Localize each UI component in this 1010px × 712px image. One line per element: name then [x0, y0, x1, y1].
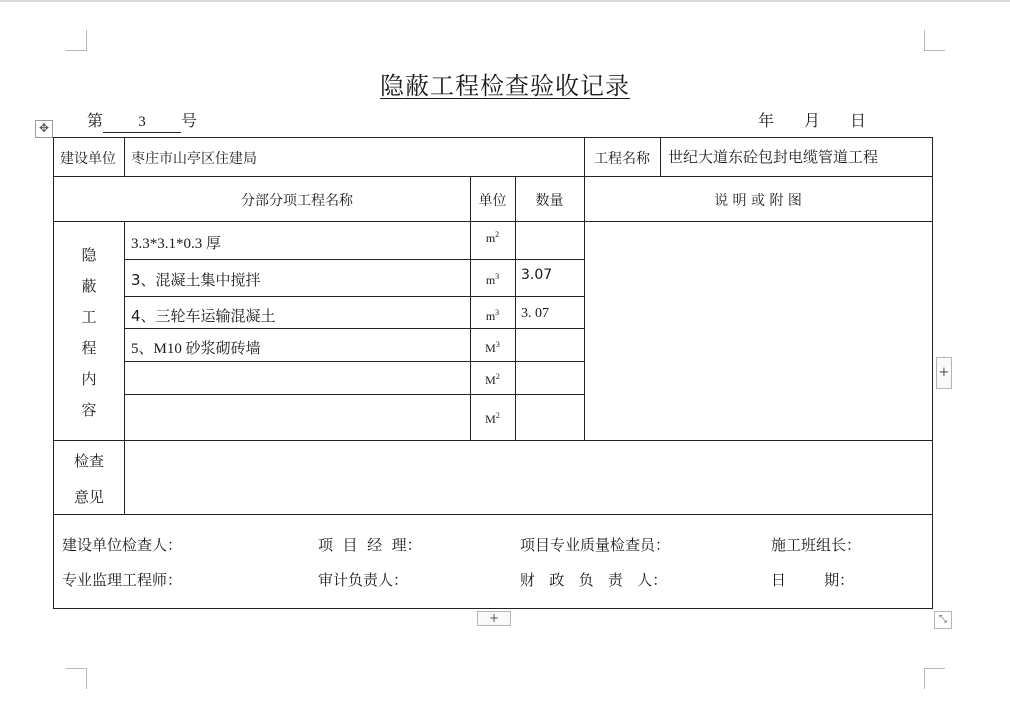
move-cross-icon[interactable]: ✥ [35, 120, 53, 138]
table-resize-icon[interactable]: ⤡ [934, 611, 952, 629]
add-column-plus-icon[interactable]: + [936, 357, 952, 389]
page-margin-corner-bottom-right [924, 668, 945, 689]
record-date-line [758, 108, 866, 131]
concealed-work-content-label [54, 240, 124, 426]
date-month-label: 月 [804, 111, 821, 130]
signature-construction-inspector[interactable]: 建设单位检查人： [62, 536, 183, 554]
construction-unit-label: 建设单位 [60, 151, 116, 167]
page-margin-corner-top-right [924, 30, 945, 51]
inspection-opinion-label-line2: 意见 [73, 488, 104, 506]
record-number-prefix: 第 [87, 111, 104, 130]
signature-date[interactable]: 日 期： [771, 571, 855, 589]
section-label-char: 容 [81, 401, 97, 419]
item-row-3-unit: $m^3$ [485, 308, 500, 323]
project-name-value[interactable]: 世纪大道东砼包封电缆管道工程 [668, 148, 879, 166]
date-day-label: 日 [850, 111, 867, 130]
item-row-4-name[interactable]: 5、M10 砂浆砌砖墙 [131, 341, 261, 357]
item-row-3-quantity[interactable]: 3. 07 [521, 306, 549, 321]
item-row-6-unit: $M^2$ [485, 411, 500, 426]
inspection-opinion-label-line1: 检查 [73, 452, 104, 470]
document-title-row [0, 66, 1010, 101]
item-row-5-unit: $M^2$ [485, 372, 500, 387]
record-number-line [87, 108, 197, 133]
item-row-1-name[interactable]: 3.3*3.1*0.3 厚 [131, 236, 222, 252]
section-label-char: 程 [81, 339, 97, 357]
item-row-1-unit: $m^2$ [485, 230, 500, 245]
construction-unit-value[interactable]: 枣庄市山亭区住建局 [131, 151, 257, 167]
signature-supervision-engineer[interactable]: 专业监理工程师： [62, 571, 183, 589]
notes-drawing-area[interactable] [584, 222, 932, 440]
column-notes-header: 说 明 或 附 图 [714, 193, 802, 209]
column-unit-header: 单位 [478, 193, 507, 209]
signature-finance-officer[interactable]: 财 政 负 责 人： [520, 571, 668, 589]
item-row-2-quantity[interactable]: 3.07 [521, 267, 553, 283]
item-row-2-unit: $m^3$ [485, 272, 500, 287]
date-year-label: 年 [758, 111, 775, 130]
section-label-char: 隐 [81, 246, 97, 264]
page-margin-corner-bottom-left [66, 668, 87, 689]
project-name-label: 工程名称 [594, 151, 650, 167]
record-number-suffix: 号 [181, 111, 198, 130]
section-label-char: 蔽 [81, 277, 97, 295]
document-title[interactable]: 隐蔽工程检查验收记录 [380, 72, 630, 100]
signature-project-manager[interactable]: 项 目 经 理： [318, 536, 422, 554]
record-number-value[interactable]: 3 [103, 112, 181, 133]
inspection-table [53, 137, 933, 609]
item-row-4-unit: $M^3$ [485, 340, 500, 355]
column-quantity-header: 数量 [535, 193, 564, 209]
item-row-2-name[interactable]: 3、混凝土集中搅拌 [131, 271, 261, 289]
signature-quality-inspector[interactable]: 项目专业质量检查员： [520, 536, 671, 554]
page-margin-corner-top-left [66, 30, 87, 51]
item-row-3-name[interactable]: 4、三轮车运输混凝土 [131, 307, 276, 325]
ruler-top-line [0, 0, 1010, 2]
section-label-char: 工 [81, 308, 97, 326]
signature-team-leader[interactable]: 施工班组长： [771, 536, 862, 554]
column-item-name-header: 分部分项工程名称 [241, 193, 353, 209]
inspection-opinion-field[interactable] [125, 441, 932, 514]
section-label-char: 内 [81, 370, 97, 388]
add-row-plus-icon[interactable]: + [477, 611, 511, 626]
signature-audit-officer[interactable]: 审计负责人： [318, 571, 409, 589]
